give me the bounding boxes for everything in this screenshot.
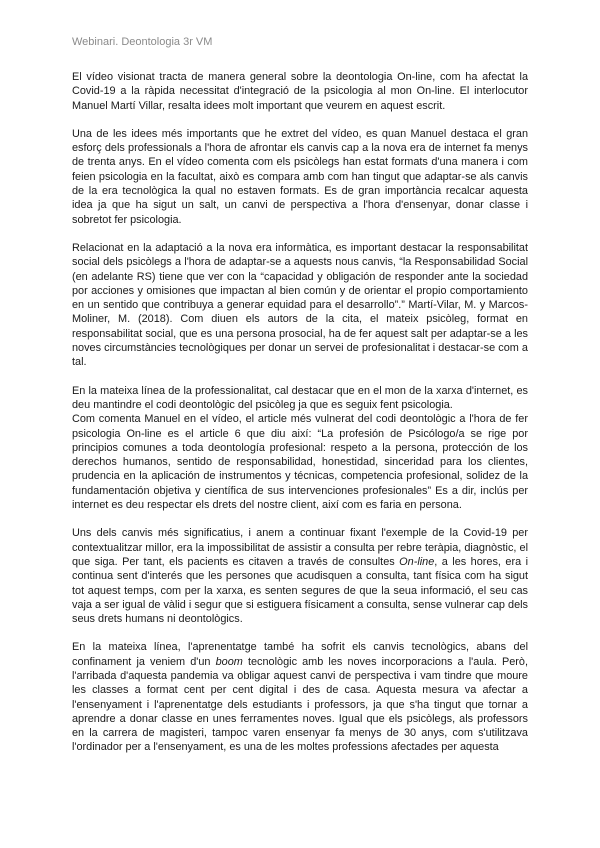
paragraph-online-consults-emph: On-line [399,555,435,568]
paragraph-intro: El vídeo visionat tracta de manera general sobre la deontologia On-line, com ha afectat la Covid-19 a la ràpida necessitat d'integració de la psicologia al mon On-line. El interlocutor Manuel Martí Villar, resalta idees molt important que veurem en aquest escrit. [72,71,528,112]
document-body [72,70,528,769]
paragraph-professionalism: En la mateixa línea de la professionalitat, cal destacar que en el mon de la xarxa d'internet, es deu mantindre el codi deontològic del psicòleg ja que es seguix fent psicologia. [72,384,528,411]
paragraph-social-responsibility: Relacionat en la adaptació a la nova era informàtica, es important destacar la responsabilitat social dels psicòlegs a l'hora de adaptar-se a aquests nous canvis, “la Responsabilidad Social (en adelante RS) tiene que ver con la “capacidad y obligación de responder ante la sociedad por acciones y omisiones que impactan al bien común y de orientar el propio comportamiento en un sentido que contribuya a generar equidad para el desarrollo”.” Martí-Vilar, M. y Marcos-Moliner, M. (2018). Com diuen els autors de la cita, el mateix psicòleg, format en responsabilitat social, que es una persona prosocial, ha de fer aquest salt per adaptar-se a les noves circumstàncies tecnològiques per donar un servei de profesionalitat i destacar-se com a tal. [72,241,528,369]
paragraph-learning-part2: tecnològic amb les noves incorporacions a l'aula. Però, l'arribada d'aquesta pandemia va obligar aquest canvi de perspectiva i vam tindre que moure les classes a format cent per cent digital i des de casa. Aquesta mesura va afectar a l'ensenyament i l'aprenentatge dels estudiants i professors, ja que s'ha tingut que tornar a aprendre a donar classe en unes ferramentes noves. Igual que els psicòlegs, als professors en la carrera de magisteri, tampoc varen ensenyar fa menys de 30 anys, com s'utilitzava l'ordinador per a l'ensenyament, es una de les moltes professions afectades per aquesta [72,655,528,754]
paragraph-learning [72,640,528,754]
paragraph-learning-emph: boom [215,655,243,668]
paragraph-learning-part1: En la mateixa línea, l'aprenentatge també ha sofrit els canvis tecnològics, abans del confinament ja veniem d'un [72,641,528,668]
paragraph-adaptation: Una de les idees més importants que he extret del vídeo, es quan Manuel destaca el gran esforç dels professionals a l'hora de afrontar els canvis cap a la nova era de internet fa menys de trenta anys. En el vídeo comenta com els psicòlegs han estat formats d'una manera i com feien psicologia en la facultat, això es compara amb com han tingut que adaptar-se als canvis de la era tecnològica la qual no estaven formats. Es de gran importància recalcar aquesta idea ja que ha sigut un salt, un canvi de perspectiva a l'hora d'ensenyar, donar classe i sobretot fer psicologia. [72,127,528,226]
paragraph-article-6: Com comenta Manuel en el vídeo, el article més vulnerat del codi deontològic a l'hora de fer psicologia On-line es el article 6 que diu així: “La profesión de Psicólogo/a se rige por principios comunes a toda deontología profesional: respeto a la persona, protección de los derechos humanos, sentido de responsabilidad, honestidad, sinceridad para los clientes, prudencia en la aplicación de instrumentos y técnicas, competencia profesional, solidez de la fundamentación objetiva y científica de sus intervenciones profesionales” Es a dir, inclús per internet es deu respectar els drets del nostre client, així com es faria en persona. [72,413,528,512]
paragraph-online-consults-part2: , a les hores, era i continua sent d'interés que les persones que acudisquen a consulta, tant física com ha sigut tot aquest temps, com per la xarxa, es senten segures de que la seua informació, el seu cas vaja a ser igual de vàlid i segur que si estiguera físicament a consulta, sense vulnerar cap dels seus drets humans ni deontològics. [72,555,529,626]
paragraph-online-consults [72,526,528,626]
page-header: Webinari. Deontologia 3r VM [72,36,213,48]
paragraph-online-consults-part1: Uns dels canvis més significatius, i anem a continuar fixant l'exemple de la Covid-19 per contextualitzar millor, era la impossibilitat de assistir a consulta per rebre teràpia, diagnòstic, el que siga. Per tant, els pacients es citaven a través de consultes [72,527,528,568]
